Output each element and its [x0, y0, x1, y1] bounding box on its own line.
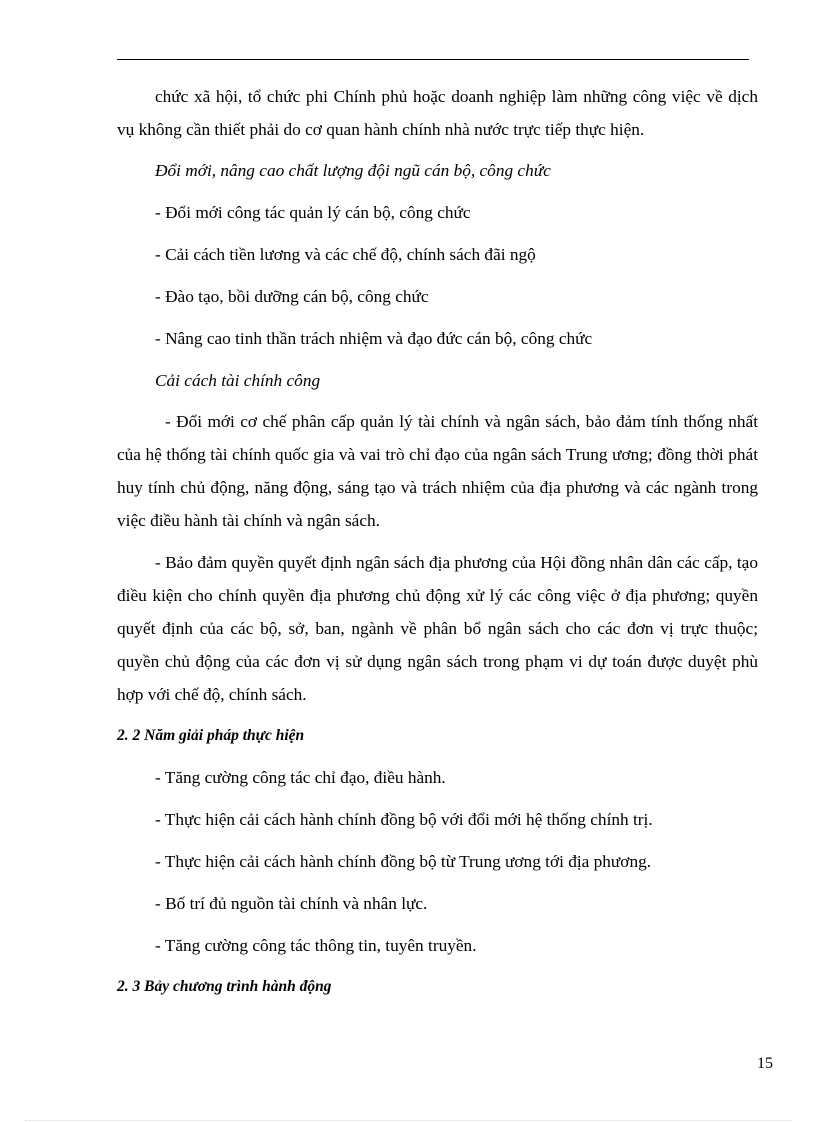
header-rule [117, 59, 749, 60]
list-item: - Đào tạo, bồi dưỡng cán bộ, công chức [155, 287, 429, 306]
subheading-public-finance: Cải cách tài chính công [155, 371, 321, 390]
paragraph-finance-decentralization: - Đổi mới cơ chế phân cấp quản lý tài chính và ngân sách, bảo đảm tính thống nhất của hệ thống tài chính quốc gia và vai trò chỉ đạo của ngân sách Trung ương; đồng thời phát huy tính chủ động, năng động, sáng tạo và trách nhiệm của địa phương và các ngành trong việc điều hành tài chính và ngân sách. [117, 412, 758, 530]
page-number: 15 [757, 1055, 773, 1072]
list-item: - Đổi mới công tác quản lý cán bộ, công chức [155, 203, 471, 222]
footer-divider [25, 1120, 791, 1121]
list-item: - Tăng cường công tác thông tin, tuyên truyền. [155, 936, 477, 955]
section-heading-action-programs: 2. 3 Bảy chương trình hành động [117, 978, 332, 995]
paragraph-continuation: chức xã hội, tổ chức phi Chính phủ hoặc doanh nghiệp làm những công việc về dịch vụ không cần thiết phải do cơ quan hành chính nhà nước trực tiếp thực hiện. [117, 87, 758, 139]
list-item: - Bố trí đủ nguồn tài chính và nhân lực. [155, 894, 428, 913]
list-item: - Tăng cường công tác chỉ đạo, điều hành. [155, 768, 446, 787]
list-item: - Thực hiện cải cách hành chính đồng bộ từ Trung ương tới địa phương. [155, 852, 652, 871]
paragraph-local-budget: - Bảo đảm quyền quyết định ngân sách địa phương của Hội đồng nhân dân các cấp, tạo điều kiện cho chính quyền địa phương chủ động xử lý các công việc ở địa phương; quyền quyết định của các bộ, sở, ban, ngành về phân bổ ngân sách cho các đơn vị trực thuộc; quyền chủ động của các đơn vị sử dụng ngân sách trong phạm vi dự toán được duyệt phù hợp với chế độ, chính sách. [117, 553, 758, 704]
section-heading-solutions: 2. 2 Năm giải pháp thực hiện [117, 727, 305, 744]
list-item: - Thực hiện cải cách hành chính đồng bộ với đổi mới hệ thống chính trị. [155, 810, 653, 829]
document-body [117, 80, 758, 1003]
list-item: - Cải cách tiền lương và các chế độ, chính sách đãi ngộ [155, 245, 536, 264]
subheading-staff-quality: Đổi mới, nâng cao chất lượng đội ngũ cán bộ, công chức [155, 161, 551, 180]
list-item: - Nâng cao tinh thần trách nhiệm và đạo đức cán bộ, công chức [155, 329, 593, 348]
